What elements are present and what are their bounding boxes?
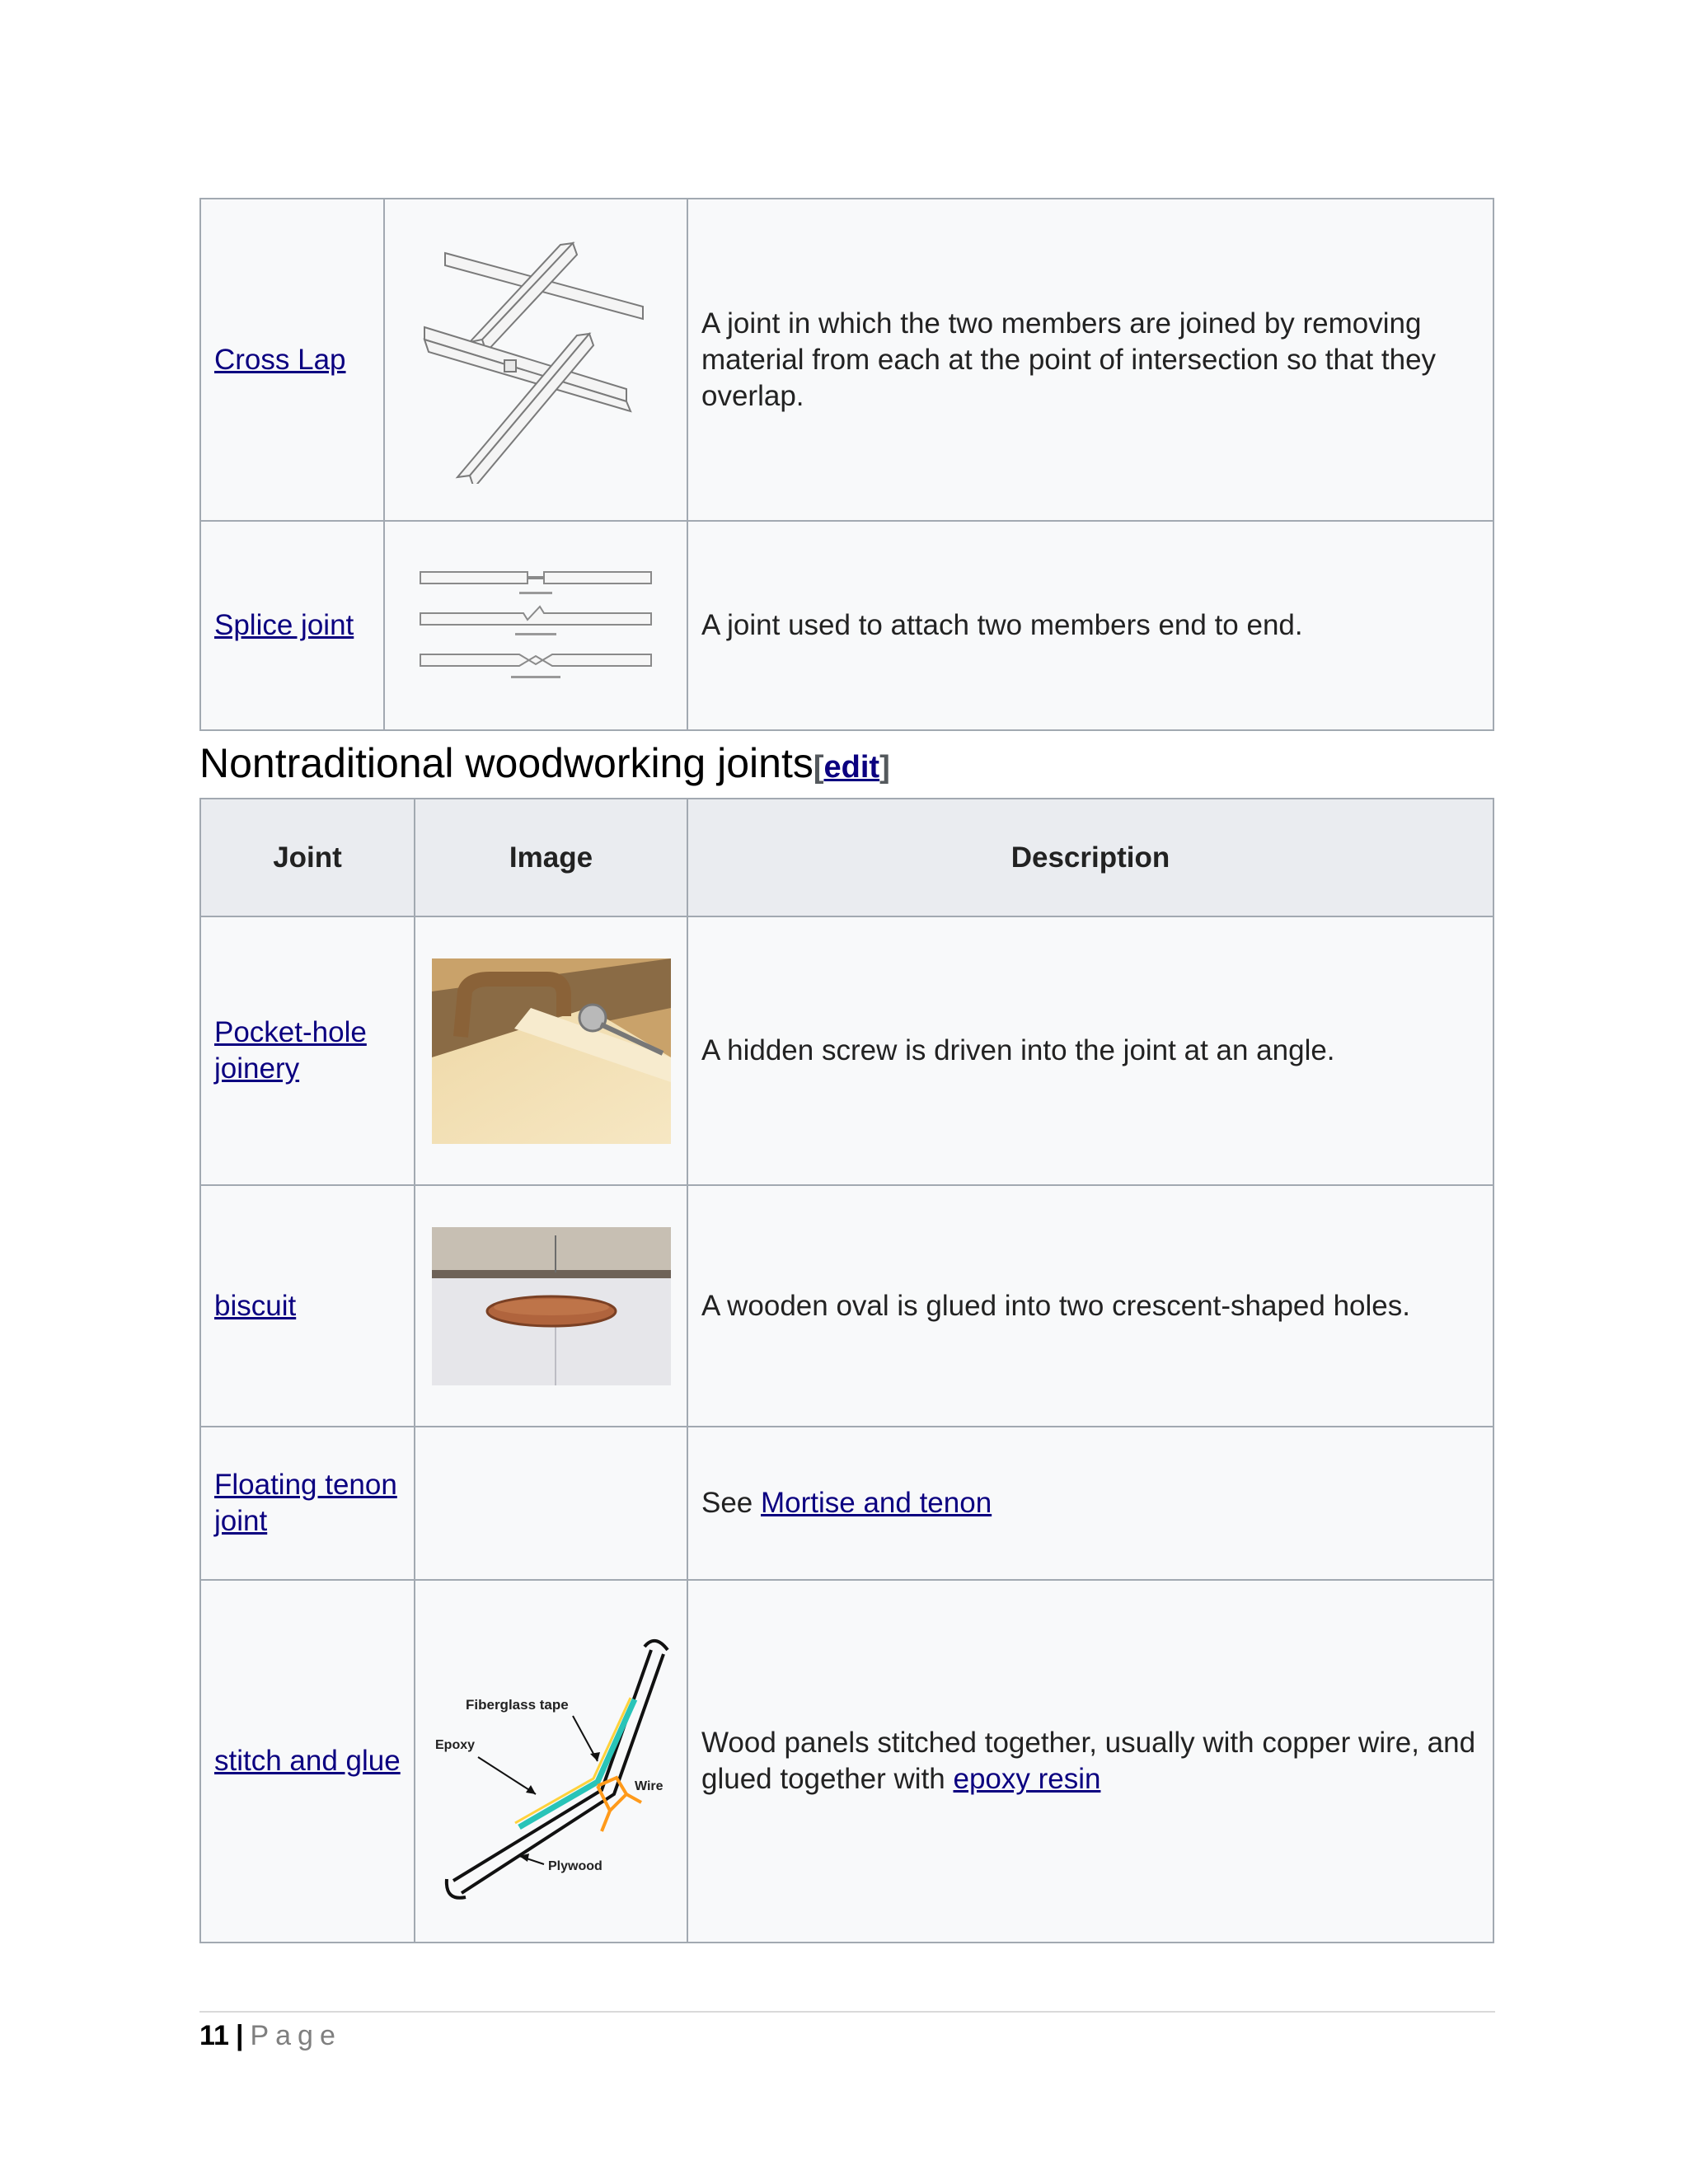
description-cell: Wood panels stitched together, usually with copper wire, and glued together with epoxy resin [687, 1580, 1493, 1943]
column-header-description: Description [687, 799, 1493, 916]
table-row [200, 1185, 1493, 1427]
joints-table-continued [199, 198, 1494, 731]
page-footer [199, 2016, 342, 2055]
column-header-image: Image [415, 799, 687, 916]
section-title: Nontraditional woodworking joints [199, 740, 814, 786]
footer-divider [199, 2011, 1495, 2013]
column-header-joint: Joint [200, 799, 415, 916]
joint-cell [200, 1185, 415, 1427]
table-header-row [200, 799, 1493, 916]
stitch-and-glue-link[interactable]: stitch and glue [214, 1745, 401, 1777]
page-label: Page [250, 2020, 342, 2051]
splice-joint-drawing-icon [384, 521, 687, 730]
epoxy-resin-link[interactable]: epoxy resin [953, 1763, 1101, 1795]
biscuit-photo-icon [415, 1185, 687, 1427]
table-row [200, 916, 1493, 1185]
stitch-and-glue-diagram-icon [415, 1580, 687, 1943]
fiberglass-tape-label: Fiberglass tape [466, 1697, 569, 1713]
section-heading [199, 738, 890, 792]
cross-lap-joint-drawing-icon [384, 199, 687, 521]
pocket-hole-photo-icon [415, 916, 687, 1185]
mortise-and-tenon-link[interactable]: Mortise and tenon [761, 1487, 992, 1519]
table-row [200, 199, 1493, 521]
joint-cell [200, 1427, 415, 1580]
joint-cell [200, 1580, 415, 1943]
image-cell-empty [415, 1427, 687, 1580]
cross-lap-link[interactable]: Cross Lap [214, 343, 346, 376]
table-row [200, 1580, 1493, 1943]
wire-label: Wire [635, 1779, 663, 1793]
pocket-hole-joinery-link[interactable]: Pocket-hole joinery [214, 1016, 367, 1085]
description-cell: A joint in which the two members are joined by removing material from each at the point of intersection so that they overlap. [687, 199, 1493, 521]
description-cell: A joint used to attach two members end to end. [687, 521, 1493, 730]
nontraditional-joints-table [199, 798, 1494, 1943]
description-cell: A hidden screw is driven into the joint at an angle. [687, 916, 1493, 1185]
splice-joint-link[interactable]: Splice joint [214, 609, 354, 641]
description-cell: A wooden oval is glued into two crescent-shaped holes. [687, 1185, 1493, 1427]
joint-cell [200, 521, 384, 730]
table-row [200, 1427, 1493, 1580]
joint-cell [200, 916, 415, 1185]
floating-tenon-joint-link[interactable]: Floating tenon joint [214, 1469, 397, 1537]
epoxy-label: Epoxy [435, 1738, 476, 1752]
table-row [200, 521, 1493, 730]
joint-cell [200, 199, 384, 521]
description-cell: See Mortise and tenon [687, 1427, 1493, 1580]
edit-link[interactable]: edit [823, 750, 880, 785]
biscuit-link[interactable]: biscuit [214, 1289, 297, 1322]
edit-section: [edit] [813, 750, 890, 785]
page-number: 11 [199, 2020, 229, 2051]
plywood-label: Plywood [548, 1859, 603, 1873]
footer-separator: | [235, 2020, 244, 2051]
